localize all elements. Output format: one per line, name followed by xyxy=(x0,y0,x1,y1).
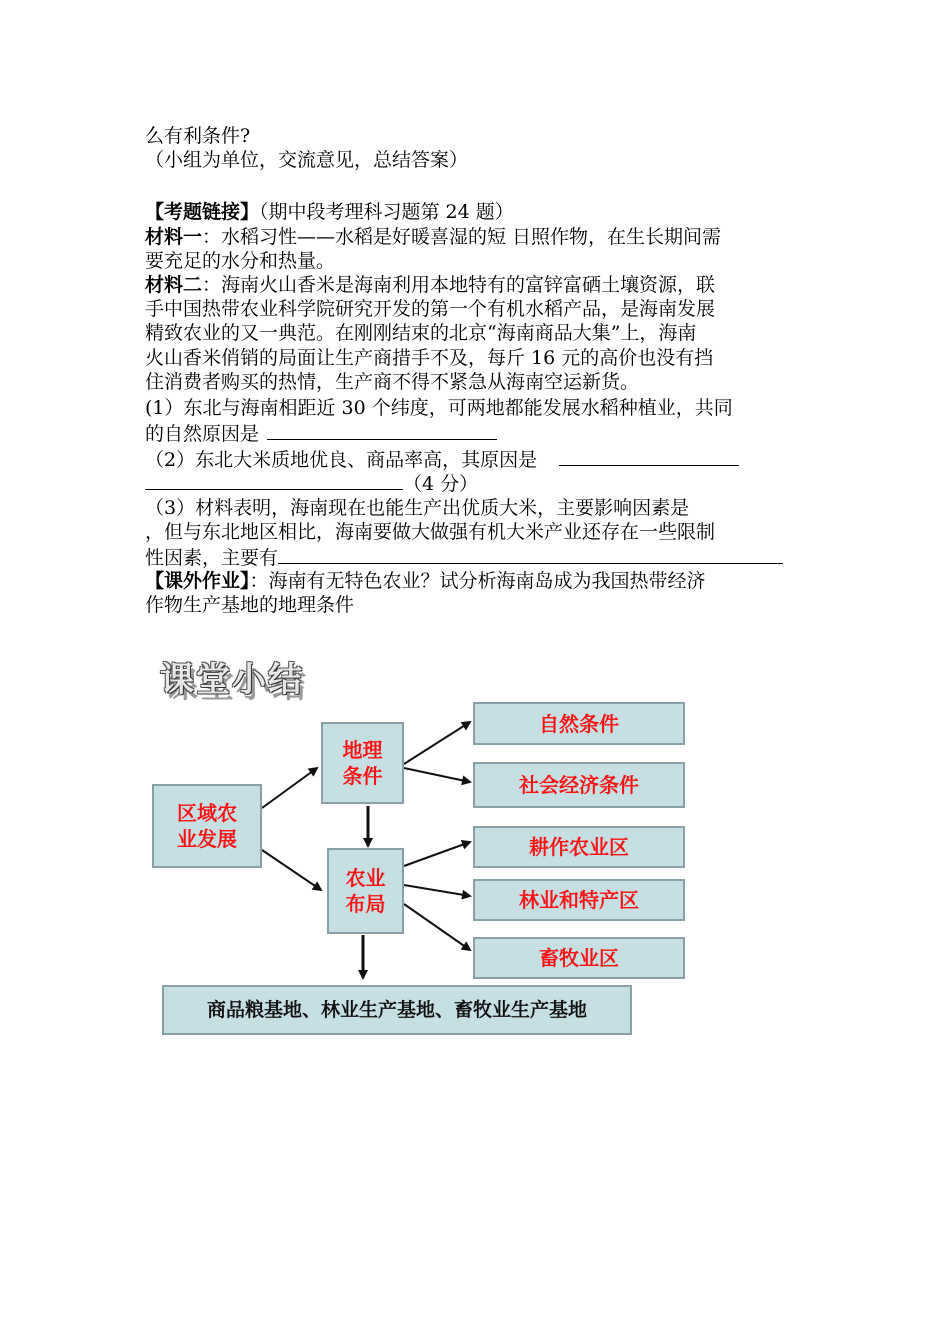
box-label: 区域农 xyxy=(177,801,237,825)
box-label: 条件 xyxy=(342,764,383,788)
box-label: 业发展 xyxy=(177,827,237,851)
question-1-answer-line xyxy=(145,421,497,446)
arrow xyxy=(404,885,470,896)
question-1-tail: 的自然原因是 xyxy=(145,423,260,445)
question-3-answer-line xyxy=(145,545,783,570)
text-line: 要充足的水分和热量。 xyxy=(145,250,336,272)
livestock-zone-box: 畜牧业区 xyxy=(473,937,685,979)
arrow xyxy=(404,842,470,866)
question-3-line: （3）材料表明，海南现在也能生产出优质大米，主要影响因素是 xyxy=(145,497,690,519)
socioeconomic-conditions-box: 社会经济条件 xyxy=(473,762,685,808)
question-1-line: (1）东北与海南相距近 30 个纬度，可两地都能发展水稻种植业，共同 xyxy=(145,397,733,419)
farming-zone-box: 耕作农业区 xyxy=(473,826,685,868)
text-line: 精致农业的又一典范。在刚刚结束的北京“海南商品大集”上，海南 xyxy=(145,322,697,344)
question-2-text: （2）东北大米质地优良、商品率高，其原因是 xyxy=(145,449,538,471)
agricultural-layout-box xyxy=(327,848,404,934)
forestry-zone-box: 林业和特产区 xyxy=(473,879,685,921)
regional-agriculture-box xyxy=(152,784,262,868)
material-one-text: ：水稻习性——水稻是好暖喜湿的短 日照作物，在生长期间需 xyxy=(202,226,722,248)
score-note: （4 分） xyxy=(403,473,479,495)
exam-link-text: （期中段考理科习题第 24 题） xyxy=(259,201,514,223)
homework-heading: 【课外作业】 xyxy=(145,570,250,592)
box-label: 农业 xyxy=(345,866,386,890)
exam-link-line xyxy=(145,201,514,224)
material-one-line xyxy=(145,226,721,249)
production-bases-box: 商品粮基地、林业生产基地、畜牧业生产基地 xyxy=(162,985,632,1035)
answer-blank[interactable] xyxy=(145,471,403,490)
answer-blank[interactable] xyxy=(278,545,783,564)
text-line: 住消费者购买的热情，生产商不得不紧急从海南空运新货。 xyxy=(145,371,640,393)
box-label: 布局 xyxy=(345,892,386,916)
material-one-label: 材料一 xyxy=(145,226,203,248)
arrow xyxy=(262,850,321,890)
answer-blank[interactable] xyxy=(267,421,497,440)
question-3-tail: 性因素，主要有 xyxy=(145,547,279,569)
text-line: ，但与东北地区相比，海南要做大做强有机大米产业还存在一些限制 xyxy=(145,521,716,543)
homework-line xyxy=(145,570,706,593)
arrow xyxy=(404,904,470,950)
homework-text: ：海南有无特色农业？试分析海南岛成为我国热带经济 xyxy=(249,570,706,592)
text-line: 火山香米俏销的局面让生产商措手不及，每斤 16 元的高价也没有挡 xyxy=(145,347,714,369)
text-line: 作物生产基地的地理条件 xyxy=(145,594,355,616)
material-two-text: ：海南火山香米是海南利用本地特有的富锌富硒土壤资源，联 xyxy=(202,274,716,296)
material-two-label: 材料二 xyxy=(145,274,203,296)
material-two-line xyxy=(145,274,715,297)
geographic-conditions-box xyxy=(321,722,404,804)
arrow xyxy=(262,768,317,808)
question-2-answer-line xyxy=(145,471,478,496)
answer-blank[interactable] xyxy=(559,447,739,466)
summary-title: 课堂小结 xyxy=(160,660,304,700)
question-2-line xyxy=(145,447,739,472)
text-line: 手中国热带农业科学院研究开发的第一个有机水稻产品，是海南发展 xyxy=(145,298,716,320)
text-line: （小组为单位，交流意见，总结答案） xyxy=(145,149,469,171)
arrow xyxy=(404,768,470,782)
natural-conditions-box: 自然条件 xyxy=(473,702,685,745)
exam-link-heading: 【考题链接】 xyxy=(145,201,260,223)
text-line: 么有利条件? xyxy=(145,125,251,147)
arrow xyxy=(404,722,470,764)
box-label: 地理 xyxy=(342,738,383,762)
